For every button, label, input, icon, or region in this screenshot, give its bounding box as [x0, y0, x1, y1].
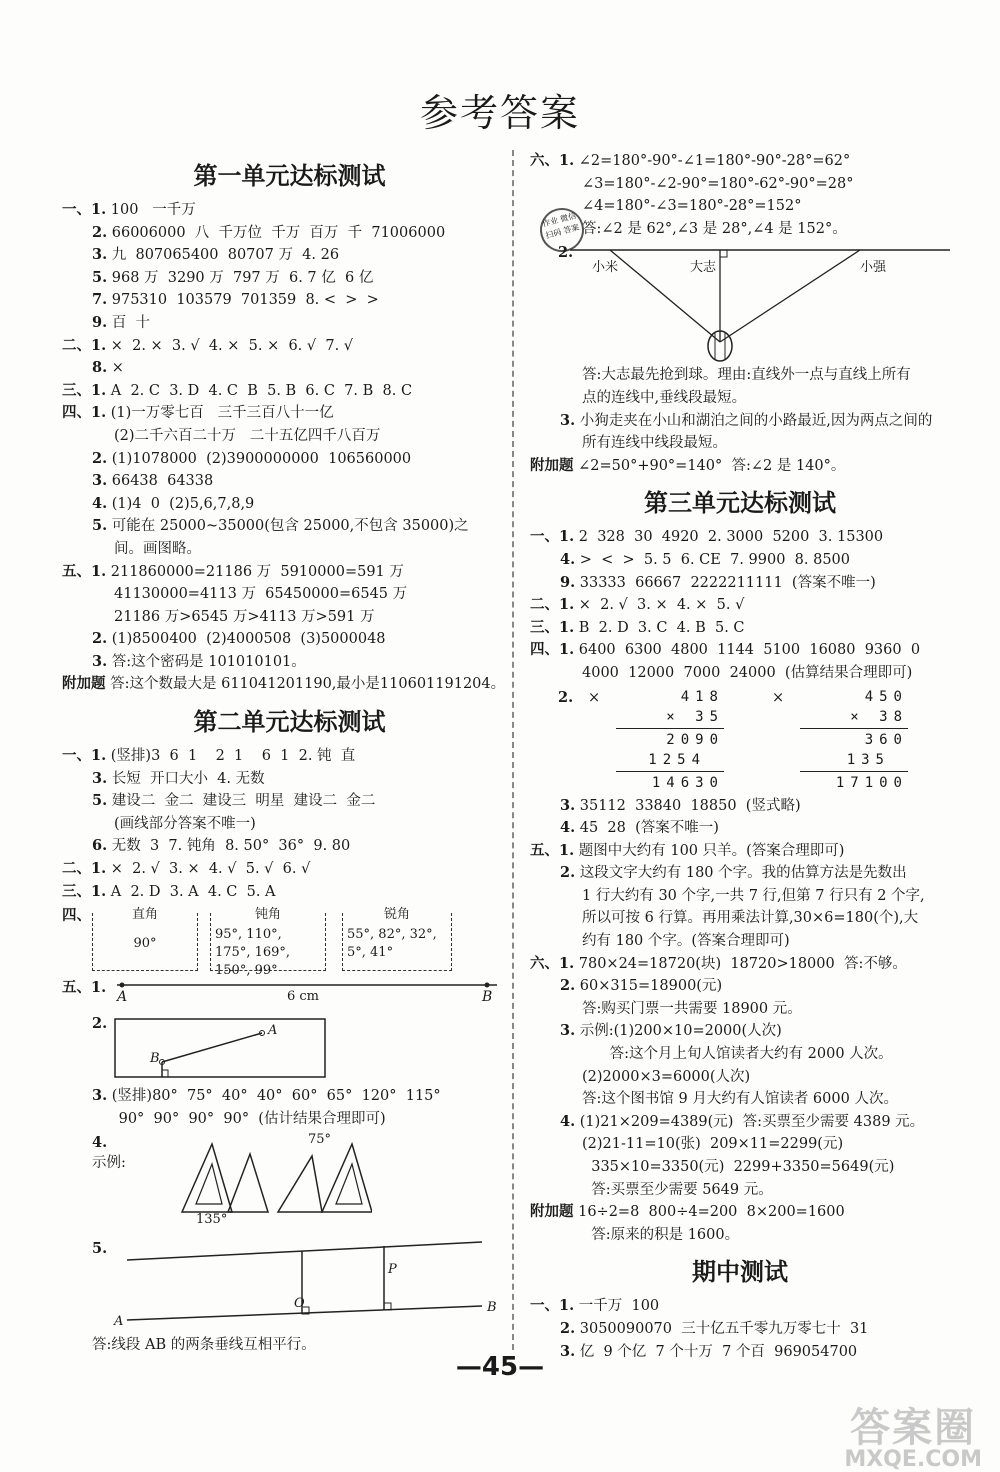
label-b: B: [487, 1300, 497, 1316]
q-label: 四、: [62, 907, 91, 925]
answer-text: 百 十: [111, 314, 150, 331]
angle-label: 135°: [196, 1212, 228, 1228]
calc-line: 17100: [835, 774, 908, 791]
answer-line: [530, 1318, 950, 1341]
answer-text: 小狗走夹在小山和湖泊之间的小路最近,因为两点之间的: [579, 412, 933, 429]
line-ab: [162, 1033, 262, 1062]
question-number: 附加题: [62, 675, 106, 693]
obtuse-angle-box: [210, 907, 326, 979]
answer-line: [530, 455, 950, 478]
example-text: 示例:: [92, 1155, 126, 1172]
question-number: 四、1.: [62, 404, 107, 422]
calc-line: × 35: [666, 708, 724, 725]
question-number: 6.: [92, 837, 108, 855]
answer-text: (1)8500400 (2)4000508 (3)5000048: [111, 631, 386, 648]
answer-text: (1)4 0 (2)5,6,7,8,9: [111, 495, 255, 512]
answer-text: ∠3=180°-∠2-90°=180°-62°-90°=28°: [582, 175, 854, 192]
answer-text: 答:这个数最大是 611041201190,最小是110601191204。: [110, 676, 506, 693]
unit2-continued-answers: [530, 364, 950, 477]
answer-line: [530, 795, 950, 818]
question-number: 3.: [92, 769, 108, 787]
answer-line: [530, 594, 950, 617]
answer-text: 335×10=3350(元) 2299+3350=5649(元): [582, 1159, 895, 1175]
answer-text: (1)一万零七百 三千三百八十一亿: [110, 405, 334, 422]
name-label: 小米: [592, 260, 619, 276]
answer-line: [530, 998, 950, 1021]
answer-line: [62, 470, 517, 493]
question-number: 9.: [560, 573, 576, 591]
question-number: 3.: [92, 472, 108, 490]
question-number: 2.: [560, 977, 576, 995]
name-label: 大志: [690, 260, 717, 276]
shortest-path-figure: [530, 242, 950, 362]
unit2-continued: [530, 150, 950, 240]
answer-text: 间。画图略。: [114, 540, 201, 557]
answer-line: [530, 862, 950, 885]
box-caption: 直角: [93, 903, 197, 922]
page-title: 参考答案: [419, 91, 580, 135]
question-number: 一、1.: [530, 528, 575, 546]
upper-line: [127, 1242, 482, 1260]
answer-text: > < > 5. 5 6. CE 7. 9900 8. 8500: [579, 551, 850, 568]
answer-text: 建设二 金二 建设三 明星 建设二 金二: [111, 793, 376, 810]
question-number: 六、1.: [530, 954, 575, 972]
answer-text: 66438 64338: [111, 473, 214, 490]
box-body: 90°: [133, 936, 157, 952]
answer-text: 所以可按 6 行算。再用乘法计算,30×6=180(个),大: [582, 910, 919, 927]
question-number: 7.: [92, 291, 108, 309]
question-number: 4.: [560, 1112, 576, 1130]
question-number: 二、1.: [530, 596, 575, 614]
answer-line: [530, 1088, 950, 1111]
answer-line: [62, 222, 517, 245]
parallel-svg: [122, 1234, 492, 1330]
answer-text: × 2. × 3. √ 4. × 5. × 6. √ 7. √: [110, 337, 354, 354]
answer-line: [530, 885, 950, 908]
box-caption: 钝角: [211, 903, 325, 922]
section-title-unit2: 第二单元达标测试: [193, 708, 386, 737]
answer-text: A 2. C 3. D 4. C B 5. B 6. C 7. B 8. C: [110, 382, 413, 399]
answer-line: [62, 651, 517, 674]
answer-text: 211860000=21186 万 5910000=591 万: [110, 563, 404, 580]
answer-line: [530, 218, 950, 241]
question-number: 3.: [560, 1022, 576, 1040]
answer-line: [530, 173, 950, 196]
unit3-answers: [530, 526, 950, 684]
question-number: 4.: [92, 494, 108, 512]
unit3-answers-2: [530, 795, 950, 1247]
triangle-figure: [62, 1132, 517, 1232]
answer-text: 3050090070 三十亿五千零九万零七十 31: [579, 1320, 869, 1337]
calc-line: 418: [680, 688, 724, 705]
calc-line: 135: [846, 751, 890, 768]
answer-line: 答:线段 AB 的两条垂线互相平行。: [92, 1337, 316, 1354]
answer-text: 780×24=18720(块) 18720>18000 答:不够。: [578, 955, 907, 972]
calc-rule: [800, 771, 908, 772]
answer-text: 100 一千万: [110, 202, 196, 218]
answer-line: [62, 493, 517, 516]
answer-text: 35112 33840 18850 (竖式略): [579, 797, 801, 814]
label-a: A: [268, 1023, 278, 1039]
answer-line: [530, 432, 950, 455]
question-number: 三、1.: [530, 618, 575, 636]
label-a: A: [114, 1314, 124, 1330]
question-number: 3.: [92, 246, 108, 264]
calc-line: × 38: [850, 708, 908, 725]
answer-line: [62, 583, 517, 606]
answer-line: [62, 199, 517, 222]
answer-line: [530, 150, 950, 173]
calc-line: 450: [864, 688, 908, 705]
rectangle-figure: [62, 1013, 517, 1083]
question-number: 2.: [560, 864, 576, 882]
answer-line: [530, 1111, 950, 1134]
answer-text: 975310 103579 701359 8. < > >: [111, 292, 379, 309]
answer-text: 点的连线中,垂线段最短。: [582, 389, 747, 406]
question-number: 2.: [92, 630, 108, 648]
section-title-unit3: 第三单元达标测试: [644, 489, 836, 518]
calc-rule: [616, 771, 724, 772]
answer-line: [62, 289, 517, 312]
q-label: 五、1.: [62, 979, 107, 997]
answer-line: [530, 1133, 950, 1156]
answer-line: [530, 907, 950, 930]
answer-line: [62, 813, 517, 836]
answer-line: [530, 1020, 950, 1043]
question-number: 3.: [560, 411, 576, 429]
calc-rule: [616, 728, 724, 729]
left-column: [62, 150, 517, 1357]
answer-text: 答:这个图书馆 9 月大约有人馆读者 6000 人次。: [582, 1091, 898, 1108]
answer-line: [530, 1066, 950, 1089]
section-title-midterm: 期中测试: [692, 1258, 788, 1287]
answer-text: 41130000=4113 万 65450000=6545 万: [114, 586, 408, 603]
calc-rule: [800, 728, 908, 729]
answer-line: [62, 606, 517, 629]
answer-line: [530, 1224, 950, 1247]
answer-line: [530, 1295, 950, 1318]
point-a: [120, 983, 125, 988]
page-number: —45—: [455, 1352, 545, 1382]
answer-text: 长短 开口大小 4. 无数: [111, 770, 265, 787]
question-number: 2.: [560, 1319, 576, 1337]
question-number: 二、1.: [62, 336, 107, 354]
label-p: P: [388, 1262, 397, 1278]
acute-angle-box: [342, 907, 452, 971]
answer-line: [62, 768, 517, 791]
watermark-logo: [844, 1396, 982, 1472]
answer-text: × 2. √ 3. × 4. √ 5. √ 6. √: [110, 861, 311, 878]
answer-text: (2)2000×3=6000(人次): [582, 1068, 751, 1085]
answer-line: [530, 1201, 950, 1224]
point-b: [485, 983, 490, 988]
answer-text: 答:买票至少需要 5649 元。: [582, 1181, 773, 1198]
answer-line: [62, 402, 517, 425]
calc-line: 360: [864, 731, 908, 748]
question-number: 附加题: [530, 456, 574, 474]
segment-length: 6 cm: [287, 989, 320, 1005]
answer-text: 66006000 八 千万位 千万 百万 千 71006000: [111, 224, 446, 241]
answer-text: ∠4=180°-∠3=180°-28°=152°: [582, 198, 802, 215]
answer-text: 答:这个密码是 101010101。: [111, 653, 306, 670]
answer-line: [530, 953, 950, 976]
answer-text: 所有连线中线段最短。: [582, 435, 727, 452]
box-body: 95°, 110°, 175°, 169°, 150°, 99°: [215, 927, 291, 979]
answer-line: [62, 561, 517, 584]
answer-line: [62, 881, 517, 904]
answer-text: 33333 66667 2222211111 (答案不唯一): [579, 574, 876, 591]
calc-line: 1254: [648, 751, 706, 768]
q-label: 2.: [92, 1015, 108, 1033]
answer-text: × 2. √ 3. × 4. × 5. √: [578, 597, 745, 614]
answer-text: 答:∠2 是 62°,∠3 是 28°,∠4 是 152°。: [582, 220, 847, 237]
question-number: 五、1.: [530, 841, 575, 859]
answer-line: [62, 312, 517, 335]
calc-line: 2090: [666, 731, 724, 748]
calc-1: [616, 687, 724, 793]
answer-text: 答:原来的积是 1600。: [582, 1226, 740, 1243]
rectangle: [115, 1019, 325, 1077]
watermark-text: 答案圈: [850, 1405, 977, 1451]
question-number: 2.: [92, 223, 108, 241]
answer-line: [530, 387, 950, 410]
answer-text: (竖排)3 6 1 2 1 6 1 2. 钝 直: [110, 748, 356, 765]
answer-text: 题图中大约有 100 只羊。(答案合理即可): [578, 842, 845, 859]
answer-text: (1)1078000 (2)3900000000 106560000: [111, 450, 412, 467]
answer-text: 45 28 (答案不唯一): [579, 820, 719, 837]
answer-line: [530, 549, 950, 572]
answer-line: [530, 639, 950, 662]
question-number: 一、1.: [530, 1297, 575, 1315]
right-angle-box: [92, 907, 198, 971]
set-square-3: [228, 1154, 268, 1212]
segment-figure: [62, 977, 517, 1011]
answer-line: [530, 817, 950, 840]
label-a: A: [117, 989, 128, 1006]
answer-line: [530, 975, 950, 998]
answer-text: 答:大志最先抢到球。理由:直线外一点与直线上所有: [582, 367, 911, 384]
answer-line: [62, 835, 517, 858]
answer-line: [62, 425, 517, 448]
question-number: 附加题: [530, 1203, 574, 1221]
question-number: 4.: [560, 550, 576, 568]
question-number: 3.: [92, 652, 108, 670]
label-b: B: [150, 1051, 160, 1067]
rectangle-svg: [114, 1015, 334, 1081]
q-label: 5.: [92, 1240, 108, 1258]
answer-text: 答:这个月上旬人馆读者大约有 2000 人次。: [582, 1046, 893, 1063]
answer-text: (1)21×209=4389(元) 答:买票至少需要 4389 元。: [579, 1113, 925, 1130]
question-number: 4.: [560, 819, 576, 837]
angle-label: 75°: [308, 1132, 332, 1148]
answer-text: 示例:(1)200×10=2000(人次): [579, 1023, 782, 1040]
unit1-answers: [62, 199, 517, 696]
vertical-calculations: [530, 687, 950, 793]
answer-line: [62, 335, 517, 358]
answer-text: 亿 9 个亿 7 个十万 7 个百 969054700: [579, 1343, 858, 1360]
question-number: 5.: [92, 268, 108, 286]
answer-line: [62, 790, 517, 813]
answer-line: [62, 267, 517, 290]
answer-text: ∠2=50°+90°=140° 答:∠2 是 140°。: [578, 457, 846, 474]
question-number: 5.: [92, 792, 108, 810]
question-number: 三、1.: [62, 381, 107, 399]
question-number: 3.: [560, 1342, 576, 1360]
answer-line: [62, 515, 517, 538]
set-square-4: [278, 1156, 322, 1212]
answer-line: [62, 380, 517, 403]
answer-text: 968 万 3290 万 797 万 6. 7 亿 6 亿: [111, 269, 374, 286]
path-svg: [570, 242, 950, 362]
right-angle-mark: [162, 1070, 168, 1077]
label-b: B: [482, 989, 493, 1006]
answer-text: (2)二千六百二十万 二十五亿四千八百万: [114, 427, 381, 444]
answer-line: [530, 195, 950, 218]
answer-text: 6400 6300 4800 1144 5100 16080 9360 0: [578, 642, 921, 659]
answer-line: [62, 628, 517, 651]
q3-answers: [62, 1085, 517, 1130]
question-number: 8.: [92, 359, 108, 377]
answer-text: 一千万 100: [578, 1298, 660, 1315]
question-number: 9.: [92, 313, 108, 331]
question-number: 二、1.: [62, 860, 107, 878]
q-label: 4.: [92, 1134, 108, 1152]
answer-line: [530, 930, 950, 953]
answer-text: 16÷2=8 800÷4=200 8×200=1600: [578, 1204, 845, 1221]
answer-line: [62, 858, 517, 881]
question-number: 5.: [92, 517, 108, 535]
answer-line: [530, 526, 950, 549]
answer-text: 答:购买门票一共需要 18900 元。: [582, 1000, 802, 1017]
answer-line: [530, 840, 950, 863]
question-number: 3.: [92, 1087, 108, 1105]
answer-line: [530, 364, 950, 387]
calc-line: 14630: [651, 774, 724, 791]
question-number: 3.: [560, 796, 576, 814]
answer-text: ∠2=180°-90°-∠1=180°-90°-28°=62°: [578, 153, 851, 169]
right-column: [530, 150, 950, 1363]
answer-text: 4000 12000 7000 24000 (估算结果合理即可): [582, 664, 913, 681]
question-number: 六、1.: [530, 152, 575, 169]
question-number: 三、1.: [62, 882, 107, 900]
question-number: 一、1.: [62, 201, 107, 218]
answer-line: [62, 357, 517, 380]
label-o: O: [294, 1296, 305, 1312]
answer-text: ×: [111, 360, 124, 377]
parallel-perpendicular-figure: [62, 1234, 517, 1332]
answer-text: 1 行大约有 30 个字,一共 7 行,但第 7 行只有 2 个字,: [582, 887, 925, 904]
watermark-url: MXQE.COM: [844, 1447, 982, 1472]
question-number: 2.: [92, 449, 108, 467]
question-number: 一、1.: [62, 747, 107, 765]
wrong-mark: ×: [772, 689, 785, 706]
answer-line: [62, 244, 517, 267]
wrong-mark: ×: [588, 689, 601, 706]
answer-text: 九 807065400 80707 万 4. 26: [111, 247, 340, 264]
angle-classification: [62, 905, 517, 979]
calc-2: [800, 687, 908, 793]
path-3: [720, 250, 860, 342]
answer-line: [530, 1043, 950, 1066]
answer-line: [62, 1108, 517, 1131]
unit2-answers: [62, 745, 517, 903]
answer-text: B 2. D 3. C 4. B 5. C: [578, 619, 745, 636]
stamp-text: 作业 微信扫码 答案: [541, 211, 581, 241]
answer-line: [530, 617, 950, 640]
answer-text: (竖排)80° 75° 40° 40° 60° 65° 120° 115°: [111, 1088, 441, 1105]
answer-line: [62, 1085, 517, 1108]
answer-line: [530, 572, 950, 595]
answer-text: (2)21-11=10(张) 209×11=2299(元): [582, 1136, 844, 1153]
answer-text: (画线部分答案不唯一): [114, 815, 256, 832]
q-label: 2.: [558, 244, 574, 262]
answer-text: 约有 180 个字。(答案合理即可): [582, 933, 790, 950]
answer-text: 这段文字大约有 180 个字。我的估算方法是先数出: [579, 865, 907, 882]
answer-text: 2 328 30 4920 2. 3000 5200 3. 15300: [578, 529, 884, 546]
answer-line: [530, 662, 950, 685]
answer-text: A 2. D 3. A 4. C 5. A: [110, 883, 276, 900]
name-label: 小强: [860, 260, 887, 276]
section-title-unit1: 第一单元达标测试: [193, 162, 386, 190]
answer-text: 可能在 25000~35000(包含 25000,不包含 35000)之: [111, 518, 469, 535]
question-number: 四、1.: [530, 641, 575, 659]
answer-line: [62, 745, 517, 768]
answer-line: [530, 1179, 950, 1202]
q-label: 2.: [558, 688, 574, 706]
answer-line: [62, 673, 517, 696]
answer-line: [530, 1156, 950, 1179]
answer-text: 60×315=18900(元): [579, 978, 723, 995]
answer-text: 90° 90° 90° 90° (估计结果合理即可): [118, 1110, 386, 1127]
answer-line: [530, 410, 950, 433]
box-caption: 锐角: [343, 903, 451, 922]
answer-text: 21186 万>6545 万>4113 万>591 万: [114, 608, 375, 625]
answer-text: 无数 3 7. 钝角 8. 50° 36° 9. 80: [111, 838, 351, 855]
box-body: 55°, 82°, 32°, 5°, 41°: [347, 927, 437, 961]
answer-line: [62, 448, 517, 471]
right-angle-mark: [720, 250, 727, 257]
answer-line: [62, 538, 517, 561]
question-number: 五、1.: [62, 562, 107, 580]
